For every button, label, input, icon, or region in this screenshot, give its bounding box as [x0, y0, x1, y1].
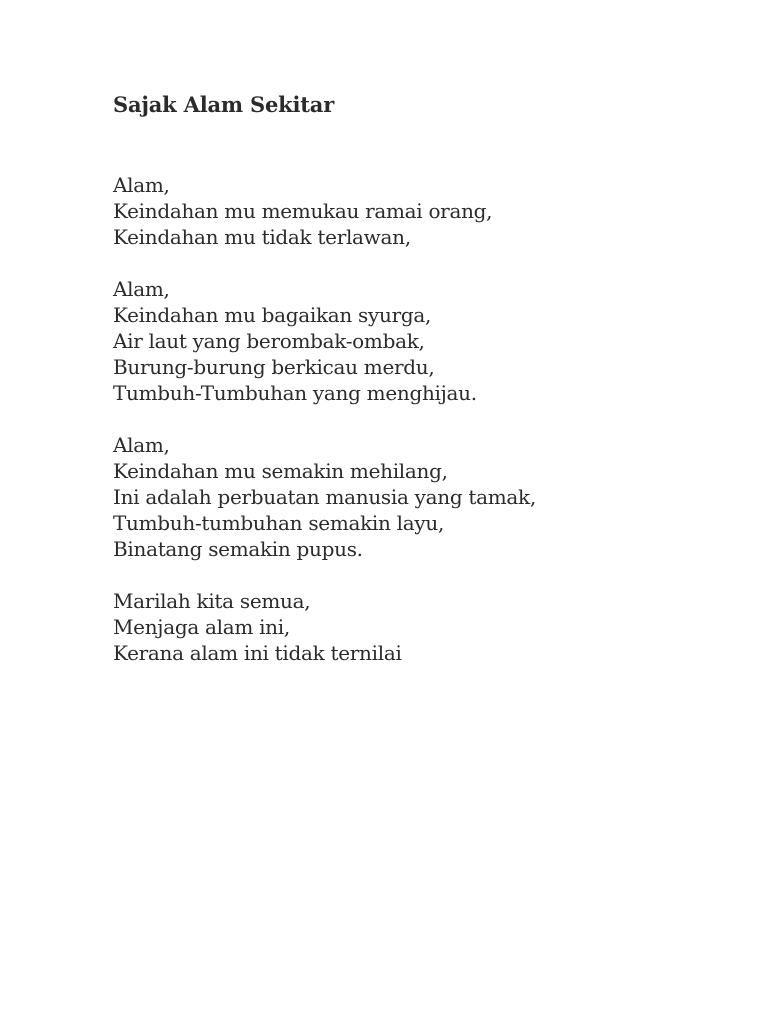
poem-line: Keindahan mu memukau ramai orang,: [113, 199, 493, 223]
poem-body: [113, 172, 733, 666]
poem-line: Ini adalah perbuatan manusia yang tamak,: [113, 485, 536, 509]
stanza-2: [113, 276, 733, 406]
poem-line: Menjaga alam ini,: [113, 615, 290, 639]
poem-title: Sajak Alam Sekitar: [113, 92, 335, 117]
poem-line: Keindahan mu semakin mehilang,: [113, 459, 448, 483]
poem-line: Alam,: [113, 173, 170, 197]
poem-line: Tumbuh-tumbuhan semakin layu,: [113, 511, 445, 535]
poem-line: Keindahan mu tidak terlawan,: [113, 225, 411, 249]
poem-line: Kerana alam ini tidak ternilai: [113, 641, 402, 665]
poem-line: Binatang semakin pupus.: [113, 537, 363, 561]
poem-line: Tumbuh-Tumbuhan yang menghijau.: [113, 381, 477, 405]
stanza-3: [113, 432, 733, 562]
poem-line: Keindahan mu bagaikan syurga,: [113, 303, 432, 327]
poem-line: Marilah kita semua,: [113, 589, 311, 613]
poem-line: Burung-burung berkicau merdu,: [113, 355, 435, 379]
poem-line: Alam,: [113, 277, 170, 301]
document-page: [113, 90, 733, 692]
stanza-4: [113, 588, 733, 666]
poem-line: Alam,: [113, 433, 170, 457]
stanza-1: [113, 172, 733, 250]
poem-line: Air laut yang berombak-ombak,: [113, 329, 425, 353]
